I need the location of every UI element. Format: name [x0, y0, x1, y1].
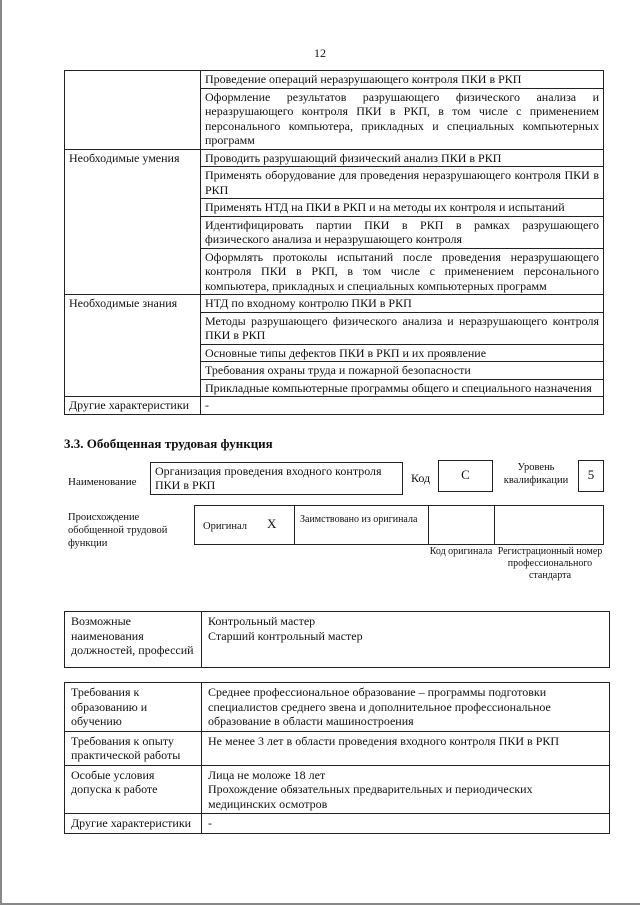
- req-value: -: [202, 814, 610, 834]
- code-original-caption: Код оригинала: [429, 546, 493, 557]
- table-row: [65, 612, 610, 668]
- origin-divider-1: [294, 505, 295, 545]
- table-row: [65, 295, 604, 313]
- table-row: [65, 397, 604, 415]
- table-cell: Проведение операций неразрушающего контроля ПКИ в РКП: [201, 71, 604, 89]
- positions-label: Возможные наименования должностей, профессий: [65, 612, 202, 668]
- positions-table: [64, 611, 610, 668]
- row-label-knowledge: Необходимые знания: [65, 295, 201, 397]
- req-label: Требования к опыту практической работы: [65, 731, 202, 765]
- table-cell: НТД по входному контролю ПКИ в РКП: [201, 295, 604, 313]
- positions-cell: [202, 612, 610, 668]
- borrowed-label: Заимствовано из оригинала: [300, 514, 418, 525]
- requirements-table: [64, 682, 610, 834]
- table-row: [65, 683, 610, 732]
- table-row: [65, 765, 610, 814]
- origin-label: Происхождение обобщенной трудовой функции: [68, 512, 168, 549]
- req-value: Лица не моложе 18 лет Прохождение обязательных предварительных и периодических медицинских осмотров: [202, 765, 610, 814]
- page-number: 12: [314, 46, 326, 60]
- row-label-skills: Необходимые умения: [65, 149, 201, 295]
- origin-divider-2: [428, 505, 429, 545]
- table-cell: Оформлять протоколы испытаний после проведения неразрушающего контроля ПКИ в РКП, в том числе с применением персонального компьютера, прикладных и специальных компьютерных программ: [201, 248, 604, 295]
- req-value: Не менее 3 лет в области проведения входного контроля ПКИ в РКП: [202, 731, 610, 765]
- table-cell: Основные типы дефектов ПКИ в РКП и их проявление: [201, 344, 604, 362]
- table-cell: Применять НТД на ПКИ в РКП и на методы их контроля и испытаний: [201, 199, 604, 217]
- table-cell: Прикладные компьютерные программы общего и специального назначения: [201, 379, 604, 397]
- table-row: [65, 814, 610, 834]
- position-item: Контрольный мастер: [208, 614, 316, 628]
- table-cell: Идентифицировать партии ПКИ в РКП в рамках разрушающего физического анализа и неразрушающего контроля: [201, 216, 604, 248]
- name-value: Организация проведения входного контроля ПКИ в РКП: [155, 464, 382, 492]
- req-value: Среднее профессиональное образование – программы подготовки специалистов среднего звена и дополнительное профессиональное образование в области машиностроения: [202, 683, 610, 732]
- scan-edge-left: [0, 0, 2, 905]
- row-label-other: Другие характеристики: [65, 397, 201, 415]
- table-cell: -: [201, 397, 604, 415]
- level-value: 5: [587, 467, 595, 482]
- origin-divider-3: [494, 505, 495, 545]
- code-label: Код: [411, 471, 431, 485]
- reg-number-caption: Регистрационный номер профессионального стандарта: [497, 546, 603, 581]
- row-label: [65, 71, 201, 150]
- table-row: [65, 149, 604, 167]
- name-label: Наименование: [68, 476, 137, 488]
- original-mark: X: [267, 516, 277, 531]
- table-cell: Требования охраны труда и пожарной безопасности: [201, 362, 604, 380]
- req-label: Другие характеристики: [65, 814, 202, 834]
- table-cell: Проводить разрушающий физический анализ ПКИ в РКП: [201, 149, 604, 167]
- table-cell: Применять оборудование для проведения неразрушающего контроля ПКИ в РКП: [201, 167, 604, 199]
- table-cell: Оформление результатов разрушающего физического анализа и неразрушающего контроля ПКИ в РКП, в том числе с применением персонального компьютера, прикладных и специальных компьютерных программ: [201, 88, 604, 149]
- code-value: C: [461, 467, 470, 482]
- section-title: 3.3. Обобщенная трудовая функция: [64, 436, 273, 451]
- position-item: Старший контрольный мастер: [208, 628, 363, 643]
- table-cell: Методы разрушающего физического анализа и неразрушающего контроля ПКИ в РКП: [201, 312, 604, 344]
- req-label: Особые условия допуска к работе: [65, 765, 202, 814]
- level-label: Уровень квалификации: [503, 462, 569, 486]
- table-row: [65, 731, 610, 765]
- top-requirements-table: [64, 70, 604, 415]
- table-row: [65, 71, 604, 89]
- req-label: Требования к образованию и обучению: [65, 683, 202, 732]
- original-label: Оригинал: [203, 521, 247, 532]
